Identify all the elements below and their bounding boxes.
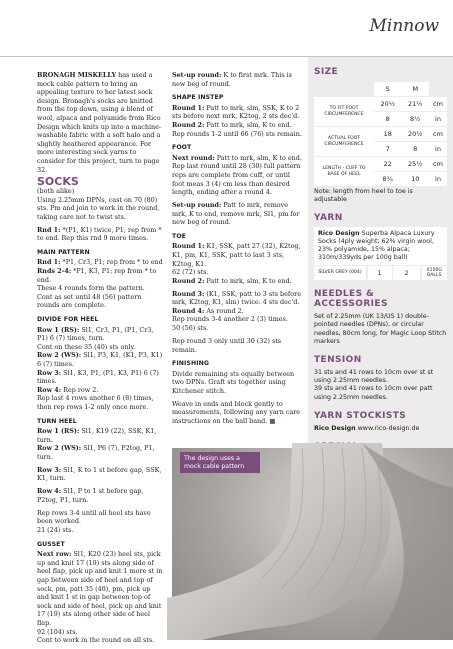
pattern-column-middle	[172, 71, 302, 430]
main-rnds: Rnds 2-4: *P1, K3, P1; rep from * to end.	[37, 267, 157, 284]
designer-byline: BRONAGH MISKELLY	[37, 71, 117, 79]
toe-round1-count: 62 (72) sts.	[172, 268, 209, 277]
intro-text: has used a mock cable pattern to bring an appealing texture to her latest sock design. Bronagh's socks are knitted from the top down, using a blend of wool, alpaca and polyamide from Rico Design which knits up into a machine-washable fabric with a soft halo and a slightly heathered appearance. For more interesting sock yarns to consider for this project, turn to page 32.	[37, 71, 162, 174]
size-row: TO FIT FOOT CIRCUMFERENCE 20½ 21½ cm	[314, 97, 447, 111]
yarn-description: Rico Design Superba Alpaca Luxury Socks (4ply weight; 62% virgin wool, 23% polyamide, 15% alpaca; 310m/339yds per 100g ball)	[314, 227, 447, 264]
needles-text: Set of 2.25mm (UK 13/US 1) double-pointed needles (DPNs), or circular needles, 80cm long, for Magic Loop Stitch markers	[314, 313, 447, 345]
toe-count: 50 (56) sts.	[172, 324, 209, 333]
tension-heading: TENSION	[314, 354, 362, 365]
end-mark: ■	[269, 416, 276, 425]
gusset-cont: Cont to work in the round on all sts.	[37, 636, 155, 645]
turn-count: 21 (24) sts.	[37, 525, 74, 534]
turn-row1: Row 1 (RS): Sl1, K19 (22), SSK, K1, turn.	[37, 427, 157, 444]
turn-rep: Rep rows 3-4 until all heel sts have been worked.	[37, 508, 151, 526]
finishing-text1: Divide remaining sts equally between two DPNs. Graft sts together using Kitchener stitch.	[172, 369, 295, 395]
intro-paragraph	[37, 71, 163, 174]
yarn-qty-m: 2	[393, 266, 420, 280]
size-row: 7 8 in	[314, 142, 447, 156]
foot-heading: FOOT	[172, 144, 192, 152]
turn-heel-heading: TURN HEEL	[37, 417, 77, 425]
instep-round2: Round 2: Patt to mrk, slm, K to end.	[172, 120, 292, 129]
shape-instep-heading: SHAPE INSTEP	[172, 94, 224, 102]
size-note: Note: length from heel to toe is adjustable	[314, 188, 413, 204]
pattern-column-left	[37, 71, 163, 649]
toe-round1: Round 1: K1, SSK, patt 27 (32), K2tog, K1, pm, K1, SSK, patt to last 3 sts, K2tog, K1.	[172, 242, 301, 268]
socks-heading: SOCKS	[37, 175, 79, 189]
toe-round4: Round 4: As round 2.	[172, 306, 244, 315]
divide-row2: Row 2 (WS): Sl1, P3, K1, (K1, P3, K1) 6 (7) times.	[37, 351, 163, 368]
tension-text1: 31 sts and 41 rows to 10cm over st st using 2.25mm needles.	[314, 368, 434, 385]
stockists-text: Rico Design www.rico-design.de	[314, 424, 420, 432]
turn-row3: Row 3: Sl1, K to 1 st before gap, SSK, K1, turn.	[37, 465, 162, 483]
size-heading: SIZE	[314, 67, 339, 77]
tension-text2: 39 sts and 41 rows to 10cm over patt using 2.25mm needles.	[314, 385, 433, 401]
photo-caption: The design uses a mock cable pattern	[180, 452, 260, 473]
main-rnd1: Rnd 1: *P1, Cr3, P1; rep from * to end	[37, 258, 163, 267]
instep-round1: Round 1: Patt to mrk, slm, SSK, K to 2 sts before next mrk, K2tog, 2 sts dec'd.	[172, 103, 300, 121]
gusset-heading: GUSSET	[37, 540, 65, 548]
stockists-heading: YARN STOCKISTS	[314, 410, 407, 421]
page-title: Minnow	[369, 16, 439, 36]
finishing-text2: Weave in ends and block gently to measurements, following any yarn care instructions on the ball band. ■	[172, 399, 301, 425]
toe-round3-only: Rep round 3 only until 30 (32) sts remain.	[172, 336, 282, 354]
divide-cont: Cont on these 35 (40) sts only.	[37, 342, 136, 351]
foot-next: Next round: Patt to mrk, slm, K to end. Rep last round until 28 (30) full pattern reps are complete from cuff, or until foot meas 3 (4) cm less than desired length, ending after a round 4.	[172, 153, 302, 197]
size-col-m: M	[402, 82, 430, 96]
turn-row4: Row 4: Sl1, P to 1 st before gap, P2tog, P1, turn.	[37, 487, 144, 504]
socks-sub: (both alike)	[37, 187, 75, 196]
size-row: 8¾ 10 in	[314, 172, 447, 186]
main-cont: Cont as set until 48 (56) pattern rounds are complete.	[37, 292, 142, 310]
info-sidebar	[308, 57, 453, 451]
socks-rnd1: Rnd 1: *(P1, K1) twice, P1; rep from * to end. Rep this rnd 9 more times.	[37, 225, 162, 243]
divide-row1: Row 1 (RS): Sl1, Cr3, P1, (P1, Cr3, P1) 6 (7) times, turn.	[37, 325, 154, 343]
toe-round2: Round 2: Patt to mrk, slm, K to end.	[172, 276, 292, 285]
size-table	[314, 81, 447, 187]
divide-rep: Rep last 4 rows another 6 (8) times, then rep rows 1-2 only once more.	[37, 394, 154, 411]
yarn-qty-s: 1	[368, 266, 392, 280]
foot-setup: Set-up round: Patt to mrk, remove mrk, K to end, remove mrk, Sl1, pm for new beg of round.	[172, 201, 300, 227]
setup-round: Set-up round: K to first mrk. This is new beg of round.	[172, 71, 292, 88]
gusset-count: 92 (104) sts.	[37, 627, 78, 636]
header-band	[0, 0, 453, 57]
size-col-s: S	[374, 82, 402, 96]
gusset-next: Next row: Sl1, K20 (23) heel sts, pick up and knit 17 (19) sts along side of heel flap, pick up and knit 1 more st in gap between side of heel and top of sock, pm, patt 35 (40), pm, pick up and knit 1 st in gap between top of sock and side of heel, pick up and knit 17 (19) sts along other side of heel flap.	[37, 550, 163, 627]
needles-heading: NEEDLES & ACCESSORIES	[314, 289, 388, 310]
yarn-quantity-row	[314, 266, 447, 280]
socks-text: Using 2.25mm DPNs, cast on 70 (80) sts. Pm and join to work in the round, taking care not to twist sts.	[37, 195, 160, 221]
yarn-unit: X100G BALLS	[422, 266, 448, 280]
main-rep: These 4 rounds form the pattern.	[37, 284, 145, 293]
toe-rep: Rep rounds 3-4 another 2 (3) times.	[172, 315, 288, 324]
divide-row3: Row 3: Sl1, K3, P1, (P1, K3, P1) 6 (7) times.	[37, 368, 159, 386]
finishing-heading: FINISHING	[172, 360, 210, 368]
sock-illustration	[172, 448, 453, 640]
size-row: ACTUAL FOOT CIRCUMFERENCE 18 20½ cm	[314, 127, 447, 141]
main-pattern-heading: MAIN PATTERN	[37, 248, 90, 256]
divide-heading: DIVIDE FOR HEEL	[37, 316, 99, 324]
yarn-heading: YARN	[314, 213, 343, 224]
yarn-shade: SILVER GREY (004)	[314, 266, 366, 280]
instep-rep: Rep rounds 1-2 until 66 (76) sts remain.	[172, 129, 302, 138]
toe-round3: Round 3: (K1, SSK, patt to 3 sts before mrk, K2tog, K1, slm) twice. 4 sts dec'd.	[172, 289, 301, 307]
turn-row2: Row 2 (WS): Sl1, P6 (7), P2tog, P1, turn.	[37, 444, 155, 461]
size-row: LENGTH - CUFF TO BASE OF HEEL 22 25½ cm	[314, 157, 447, 171]
sock-photo	[172, 448, 453, 640]
divide-row4: Row 4: Rep row 2.	[37, 385, 99, 394]
size-row: 8 8½ in	[314, 112, 447, 126]
toe-heading: TOE	[172, 232, 187, 240]
